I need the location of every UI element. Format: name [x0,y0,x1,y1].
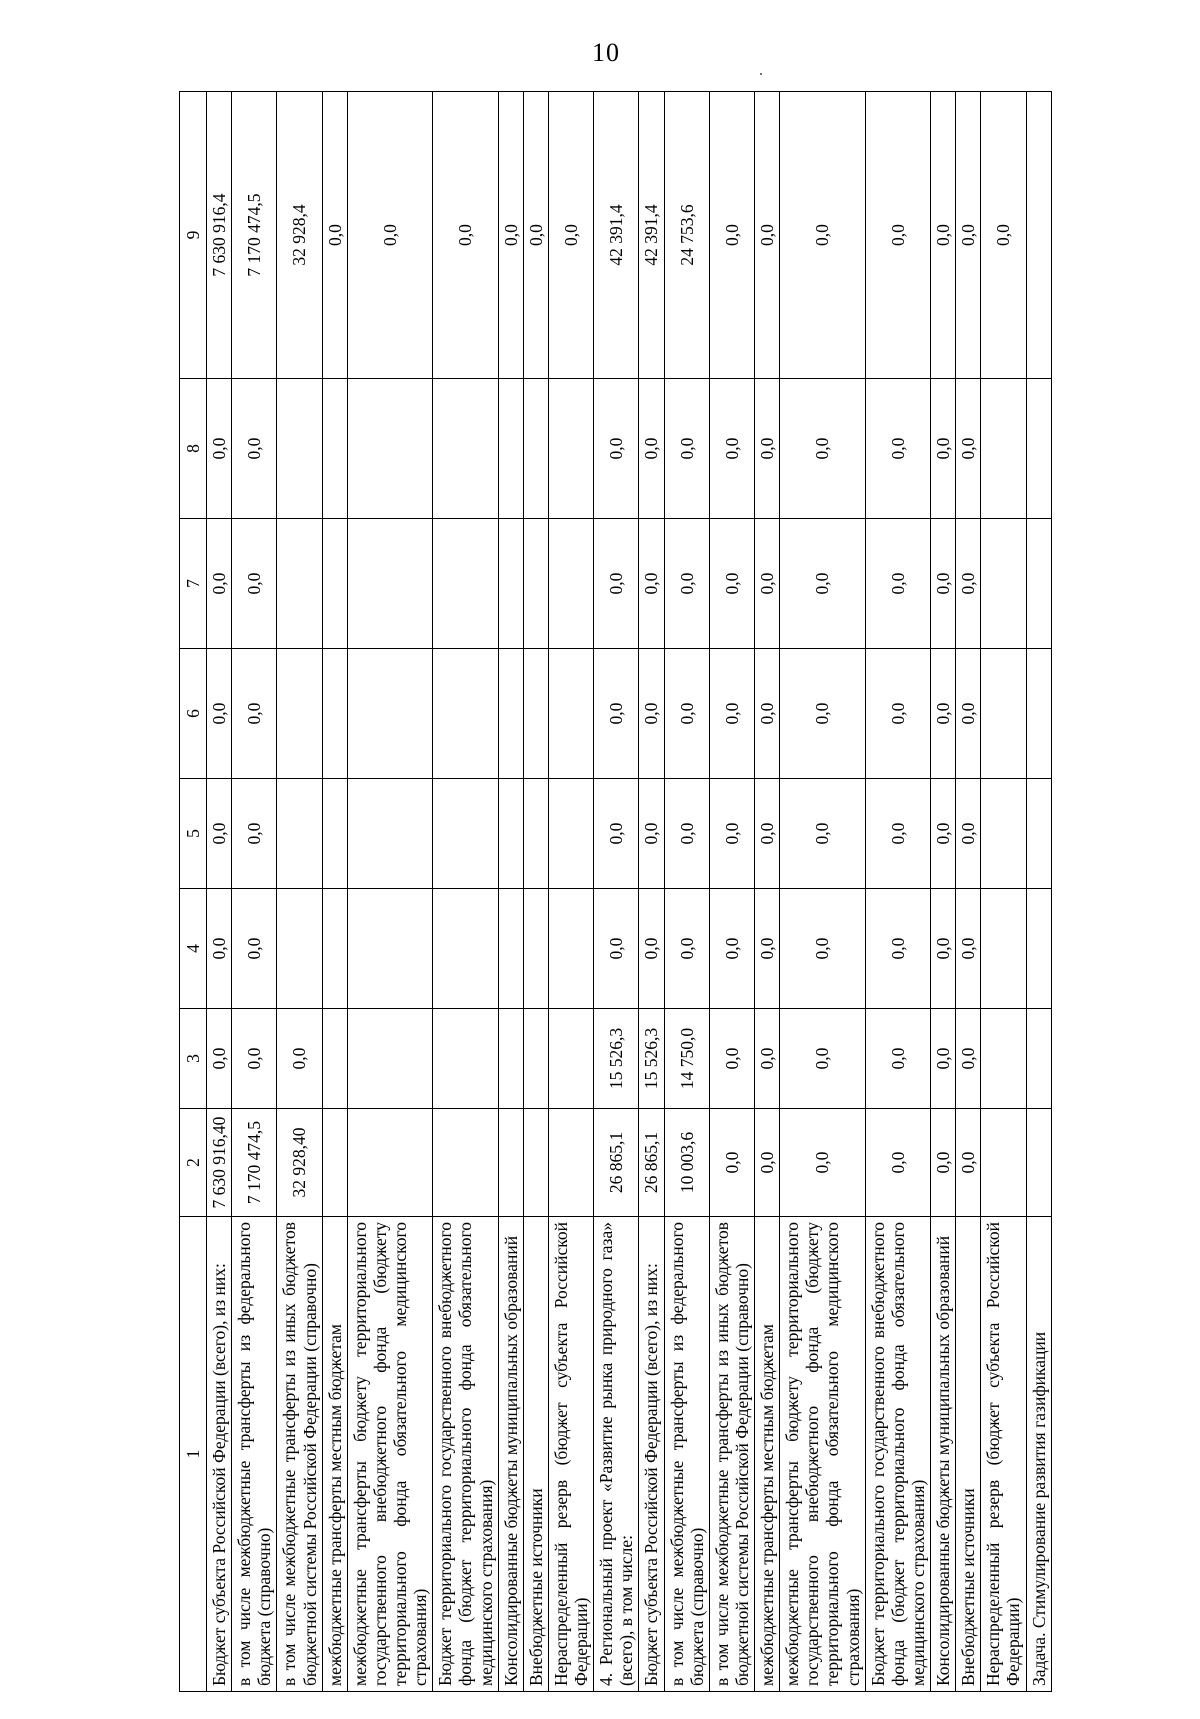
table-row [981,92,1026,1692]
table-row [709,92,754,1692]
row-label: Консолидированные бюджеты муниципальных образований [931,1217,956,1692]
column-header: 4 [180,889,207,1009]
row-label: Нераспределенный резерв (бюджет субъекта Российской Федерации) [548,1217,593,1692]
value-cell [277,379,322,519]
value-cell [277,649,322,779]
value-cell [1026,92,1051,379]
value-cell: 0,0 [232,649,277,779]
value-cell: 0,0 [709,1009,754,1109]
row-label: в том числе межбюджетные трансферты из федерального бюджета (справочно) [232,1217,277,1692]
value-cell [277,779,322,889]
table-row [931,92,956,1692]
value-cell [347,519,433,649]
value-cell: 0,0 [664,649,709,779]
row-label: Консолидированные бюджеты муниципальных образований [498,1217,523,1692]
scan-speck [760,73,762,75]
value-cell [498,649,523,779]
header-row [180,92,207,1692]
value-cell: 0,0 [664,889,709,1009]
value-cell: 0,0 [548,92,593,379]
value-cell [322,519,347,649]
row-label: Бюджет субъекта Российской Федерации (всего), из них: [639,1217,664,1692]
value-cell: 0,0 [594,889,639,1009]
page-number: 10 [592,38,620,67]
value-cell [433,1109,498,1217]
value-cell: 0,0 [207,519,232,649]
value-cell [347,649,433,779]
value-cell [498,1009,523,1109]
value-cell [1026,379,1051,519]
value-cell: 0,0 [931,1009,956,1109]
value-cell [523,649,548,779]
table-row [523,92,548,1692]
value-cell: 0,0 [931,779,956,889]
table-row [780,92,866,1692]
value-cell [277,889,322,1009]
table-row [277,92,322,1692]
value-cell: 7 170 474,5 [232,92,277,379]
value-cell: 0,0 [232,519,277,649]
value-cell [1026,779,1051,889]
value-cell: 0,0 [780,92,866,379]
value-cell [433,379,498,519]
value-cell: 0,0 [865,889,930,1009]
table-row [207,92,232,1692]
value-cell [523,1109,548,1217]
value-cell [548,779,593,889]
table-row [322,92,347,1692]
value-cell: 0,0 [865,779,930,889]
value-cell: 24 753,6 [664,92,709,379]
row-label: в том числе межбюджетные трансферты из федерального бюджета (справочно) [664,1217,709,1692]
value-cell [322,649,347,779]
value-cell [1026,519,1051,649]
value-cell: 0,0 [523,92,548,379]
value-cell: 15 526,3 [639,1009,664,1109]
value-cell [1026,1109,1051,1217]
value-cell: 0,0 [207,1009,232,1109]
column-header: 6 [180,649,207,779]
value-cell: 26 865,1 [594,1109,639,1217]
value-cell [433,649,498,779]
value-cell: 32 928,4 [277,92,322,379]
value-cell [548,1009,593,1109]
value-cell [498,379,523,519]
value-cell: 7 170 474,5 [232,1109,277,1217]
value-cell [981,519,1026,649]
value-cell [347,1109,433,1217]
value-cell [523,779,548,889]
budget-table [179,91,1052,1692]
value-cell [981,1009,1026,1109]
row-label: межбюджетные трансферты местным бюджетам [322,1217,347,1692]
value-cell [981,889,1026,1009]
row-label: в том числе межбюджетные трансферты из иных бюджетов бюджетной системы Российской Федерации (справочно) [709,1217,754,1692]
value-cell: 0,0 [780,379,866,519]
table-row [865,92,930,1692]
column-header: 1 [180,1217,207,1692]
value-cell: 0,0 [755,1109,780,1217]
value-cell: 0,0 [347,92,433,379]
value-cell: 0,0 [865,379,930,519]
value-cell [548,649,593,779]
value-cell: 0,0 [709,649,754,779]
value-cell: 0,0 [755,519,780,649]
value-cell: 0,0 [709,519,754,649]
value-cell: 0,0 [322,92,347,379]
value-cell: 0,0 [956,1009,981,1109]
value-cell [347,1009,433,1109]
value-cell: 0,0 [865,1009,930,1109]
value-cell: 0,0 [639,649,664,779]
value-cell: 0,0 [755,379,780,519]
value-cell [548,519,593,649]
row-label: 4. Региональный проект «Развитие рынка природного газа» (всего), в том числе: [594,1217,639,1692]
value-cell: 0,0 [709,889,754,1009]
value-cell [433,1009,498,1109]
row-label: Бюджет субъекта Российской Федерации (всего), из них: [207,1217,232,1692]
value-cell: 0,0 [709,92,754,379]
value-cell: 0,0 [931,379,956,519]
value-cell: 0,0 [981,92,1026,379]
column-header: 9 [180,92,207,379]
value-cell [981,1109,1026,1217]
value-cell: 0,0 [931,649,956,779]
value-cell: 0,0 [639,379,664,519]
value-cell [548,889,593,1009]
value-cell [523,379,548,519]
table-row [433,92,498,1692]
value-cell: 0,0 [232,779,277,889]
row-label: Бюджет территориального государственного внебюджетного фонда (бюджет территориального фонда обязательного медицинского страхования) [433,1217,498,1692]
value-cell: 0,0 [865,1109,930,1217]
value-cell: 0,0 [639,889,664,1009]
table-row [498,92,523,1692]
value-cell [347,379,433,519]
value-cell: 0,0 [664,519,709,649]
value-cell: 0,0 [755,1009,780,1109]
value-cell: 0,0 [755,649,780,779]
row-label: межбюджетные трансферты бюджету территориального государственного внебюджетного фонда (бюджету территориального фонда обязательного медицинского страхования) [347,1217,433,1692]
value-cell: 0,0 [433,92,498,379]
value-cell [277,519,322,649]
value-cell [523,1009,548,1109]
value-cell [498,1109,523,1217]
column-header: 5 [180,779,207,889]
value-cell: 0,0 [865,92,930,379]
row-label: Задача. Стимулирование развития газификации [1026,1217,1051,1692]
value-cell: 0,0 [865,519,930,649]
value-cell: 0,0 [755,779,780,889]
value-cell [322,779,347,889]
value-cell: 0,0 [207,649,232,779]
value-cell [1026,889,1051,1009]
value-cell: 7 630 916,40 [207,1109,232,1217]
value-cell: 0,0 [277,1009,322,1109]
value-cell: 0,0 [709,379,754,519]
value-cell: 0,0 [931,889,956,1009]
value-cell: 0,0 [956,92,981,379]
value-cell: 0,0 [664,379,709,519]
value-cell [347,889,433,1009]
value-cell: 0,0 [232,379,277,519]
value-cell: 0,0 [865,649,930,779]
row-label: Внебюджетные источники [956,1217,981,1692]
value-cell: 0,0 [709,779,754,889]
value-cell: 0,0 [207,779,232,889]
value-cell [498,889,523,1009]
value-cell: 0,0 [780,649,866,779]
value-cell [498,779,523,889]
value-cell: 0,0 [931,92,956,379]
table-row [548,92,593,1692]
column-header: 3 [180,1009,207,1109]
value-cell: 0,0 [709,1109,754,1217]
value-cell: 32 928,40 [277,1109,322,1217]
value-cell: 0,0 [780,1109,866,1217]
value-cell [1026,649,1051,779]
value-cell: 0,0 [639,519,664,649]
value-cell: 0,0 [780,519,866,649]
value-cell: 0,0 [956,379,981,519]
value-cell [523,889,548,1009]
value-cell [981,649,1026,779]
table-row [755,92,780,1692]
table-row [347,92,433,1692]
value-cell: 0,0 [931,1109,956,1217]
value-cell: 10 003,6 [664,1109,709,1217]
value-cell [548,379,593,519]
table-row [956,92,981,1692]
value-cell: 0,0 [956,889,981,1009]
value-cell [1026,1009,1051,1109]
value-cell [322,889,347,1009]
value-cell [981,779,1026,889]
row-label: в том числе межбюджетные трансферты из иных бюджетов бюджетной системы Российской Федерации (справочно) [277,1217,322,1692]
value-cell: 7 630 916,4 [207,92,232,379]
value-cell: 0,0 [232,889,277,1009]
rotated-table-container [179,92,1071,1692]
value-cell: 0,0 [207,379,232,519]
value-cell: 0,0 [639,779,664,889]
value-cell: 14 750,0 [664,1009,709,1109]
value-cell [433,519,498,649]
value-cell: 0,0 [664,779,709,889]
table-row [639,92,664,1692]
value-cell [322,1009,347,1109]
value-cell: 0,0 [755,889,780,1009]
table-row [1026,92,1051,1692]
table-row [232,92,277,1692]
table-row [594,92,639,1692]
value-cell: 0,0 [755,92,780,379]
value-cell [433,889,498,1009]
row-label: Внебюджетные источники [523,1217,548,1692]
row-label: Нераспределенный резерв (бюджет субъекта Российской Федерации) [981,1217,1026,1692]
value-cell: 15 526,3 [594,1009,639,1109]
value-cell: 0,0 [780,779,866,889]
value-cell [548,1109,593,1217]
value-cell: 0,0 [780,1009,866,1109]
value-cell [498,519,523,649]
value-cell [981,379,1026,519]
value-cell: 0,0 [780,889,866,1009]
column-header: 7 [180,519,207,649]
value-cell [347,779,433,889]
value-cell: 42 391,4 [594,92,639,379]
row-label: Бюджет территориального государственного внебюджетного фонда (бюджет территориального фонда обязательного медицинского страхования) [865,1217,930,1692]
value-cell [433,779,498,889]
value-cell [322,1109,347,1217]
row-label: межбюджетные трансферты бюджету территориального государственного внебюджетного фонда (бюджету территориального фонда обязательного медицинского страхования) [780,1217,866,1692]
row-label: межбюджетные трансферты местным бюджетам [755,1217,780,1692]
value-cell [523,519,548,649]
value-cell: 0,0 [498,92,523,379]
table-body [207,92,1052,1692]
value-cell: 0,0 [594,519,639,649]
value-cell [322,379,347,519]
value-cell: 0,0 [931,519,956,649]
column-header: 8 [180,379,207,519]
value-cell: 0,0 [956,519,981,649]
value-cell: 0,0 [956,1109,981,1217]
value-cell: 0,0 [594,779,639,889]
value-cell: 0,0 [594,649,639,779]
column-header: 2 [180,1109,207,1217]
value-cell: 0,0 [956,779,981,889]
value-cell: 0,0 [207,889,232,1009]
value-cell: 0,0 [594,379,639,519]
value-cell: 0,0 [232,1009,277,1109]
value-cell: 0,0 [956,649,981,779]
value-cell: 26 865,1 [639,1109,664,1217]
value-cell: 42 391,4 [639,92,664,379]
table-row [664,92,709,1692]
